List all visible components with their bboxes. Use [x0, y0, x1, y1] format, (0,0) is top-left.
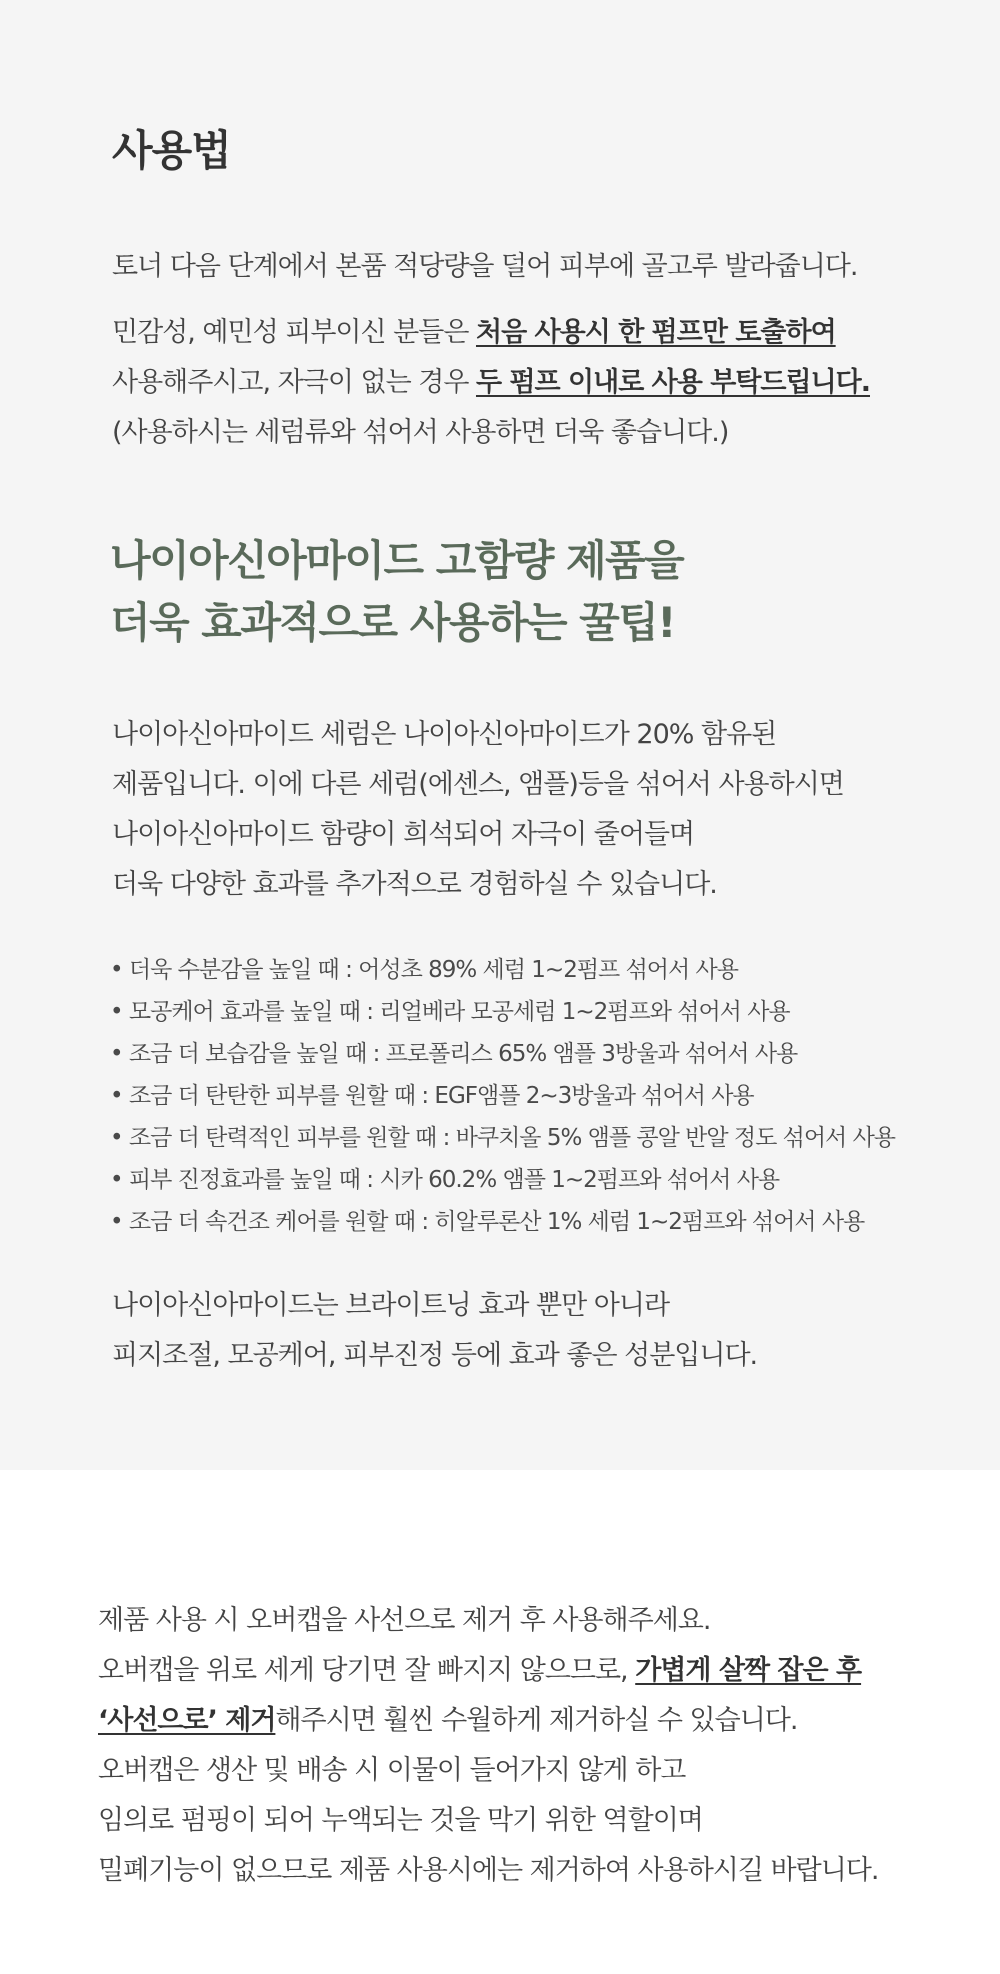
tips-intro-line: 더욱 다양한 효과를 추가적으로 경험하실 수 있습니다. [112, 869, 717, 900]
overcap-line-3-emphasis: ‘사선으로’ 제거 [98, 1705, 276, 1736]
tip-bullet-item: • 모공케어 효과를 높일 때 : 리얼베라 모공세럼 1~2펌프와 섞어서 사용 [110, 999, 790, 1025]
tips-closing-line: 피지조절, 모공케어, 피부진정 등에 효과 좋은 성분입니다. [112, 1340, 758, 1371]
tips-intro-line: 제품입니다. 이에 다른 세럼(에센스, 앰플)등을 섞어서 사용하시면 [112, 769, 844, 800]
overcap-line-1: 제품 사용 시 오버캡을 사선으로 제거 후 사용해주세요. [98, 1605, 711, 1636]
tip-bullet-item: • 피부 진정효과를 높일 때 : 시카 60.2% 앰플 1~2펌프와 섞어서 사용 [110, 1167, 780, 1193]
tip-bullet-item: • 조금 더 탄력적인 피부를 원할 때 : 바쿠치올 5% 앰플 콩알 반알 정도 섞어서 사용 [110, 1125, 896, 1151]
usage-line-3 [112, 360, 870, 399]
tips-heading-line-1: 나이아신아마이드 고함량 제품을 [110, 536, 684, 585]
tips-intro-line: 나이아신아마이드 세럼은 나이아신아마이드가 20% 함유된 [112, 719, 777, 750]
tip-bullet-item: • 조금 더 탄탄한 피부를 원할 때 : EGF앰플 2~3방울과 섞어서 사용 [110, 1083, 754, 1109]
overcap-notice-section [0, 1470, 1000, 1974]
overcap-line-3-text: 해주시면 훨씬 수월하게 제거하실 수 있습니다. [275, 1705, 798, 1736]
tips-heading-line-2: 더욱 효과적으로 사용하는 꿀팁! [110, 598, 675, 647]
overcap-line-2-emphasis: 가볍게 살짝 잡은 후 [635, 1655, 862, 1686]
overcap-line-4: 오버캡은 생산 및 배송 시 이물이 들어가지 않게 하고 [98, 1755, 686, 1786]
tip-bullet-item: • 조금 더 속건조 케어를 원할 때 : 히알루론산 1% 세럼 1~2펌프와 섞어서 사용 [110, 1209, 865, 1235]
tip-bullet-item: • 조금 더 보습감을 높일 때 : 프로폴리스 65% 앰플 3방울과 섞어서 사용 [110, 1041, 798, 1067]
overcap-line-6: 밀폐기능이 없으므로 제품 사용시에는 제거하여 사용하시길 바랍니다. [98, 1855, 879, 1886]
overcap-line-3 [98, 1698, 797, 1737]
tips-intro-line: 나이아신아마이드 함량이 희석되어 자극이 줄어들며 [112, 819, 695, 850]
usage-line-2-text: 민감성, 예민성 피부이신 분들은 [112, 317, 476, 348]
usage-line-2 [112, 310, 836, 349]
usage-line-3-text: 사용해주시고, 자극이 없는 경우 [112, 367, 476, 398]
usage-line-1: 토너 다음 단계에서 본품 적당량을 덜어 피부에 골고루 발라줍니다. [112, 251, 858, 282]
tips-closing-line: 나이아신아마이드는 브라이트닝 효과 뿐만 아니라 [112, 1290, 670, 1321]
overcap-line-5: 임의로 펌핑이 되어 누액되는 것을 막기 위한 역할이며 [98, 1805, 703, 1836]
usage-line-4: (사용하시는 세럼류와 섞어서 사용하면 더욱 좋습니다.) [112, 417, 729, 448]
tip-bullet-item: • 더욱 수분감을 높일 때 : 어성초 89% 세럼 1~2펌프 섞어서 사용 [110, 957, 738, 983]
usage-line-3-emphasis: 두 펌프 이내로 사용 부탁드립니다. [475, 367, 870, 398]
overcap-line-2 [98, 1648, 861, 1687]
usage-title: 사용법 [112, 126, 231, 175]
usage-line-2-emphasis: 처음 사용시 한 펌프만 토출하여 [475, 317, 836, 348]
overcap-line-2-text: 오버캡을 위로 세게 당기면 잘 빠지지 않으므로, [98, 1655, 636, 1686]
